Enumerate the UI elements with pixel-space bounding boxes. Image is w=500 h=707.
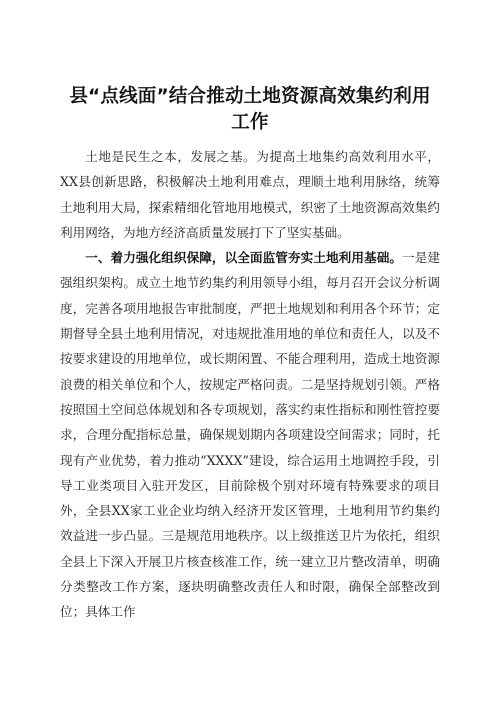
section-1-paragraph (60, 245, 440, 624)
section-1-body: 一是建强组织架构。成立土地节约集约利用领导小组，每月召开会议分析调度，完善各项用地报告审批制度，严把土地规划和利用各个环节；定期督导全县土地利用情况，对违规批准用地的单位和责任人，以及不按要求建设的用地单位，或长期闲置、不能合理利用，造成土地资源浪费的相关单位和个人，按规定严格问责。二是坚持规划引领。严格按照国土空间总体规划和各专项规划，落实约束性指标和刚性管控要求，合理分配指标总量，确保规划期内各项建设空间需求；同时，托现有产业优势，着力推动“XXXX”建设，综合运用土地调控手段，引导工业类项目入驻开发区，目前除极个别对环境有特殊要求的项目外，全县XX家工业企业均纳入经济开发区管理，土地利用节约集约效益进一步凸显。三是规范用地秩序。以上级推送卫片为依托，组织全县上下深入开展卫片核查核准工作，统一建立卫片整改清单，明确分类整改工作方案，逐块明确整改责任人和时限，确保全部整改到位；具体工作 (60, 250, 441, 620)
document-title: 县“点线面”结合推动土地资源高效集约利用工作 (69, 86, 431, 133)
section-1-heading: 一、着力强化组织保障，以全面监管夯实土地利用基础。 (85, 250, 403, 266)
intro-paragraph: 土地是民生之本，发展之基。为提高土地集约高效利用水平，XX县创新思路，积极解决土地利用难点，理顺土地利用脉络，统筹土地利用大局，探索精细化管地用地模式，织密了土地资源高效集约利用网络，为地方经济高质量发展打下了坚实基础。 (60, 149, 440, 240)
